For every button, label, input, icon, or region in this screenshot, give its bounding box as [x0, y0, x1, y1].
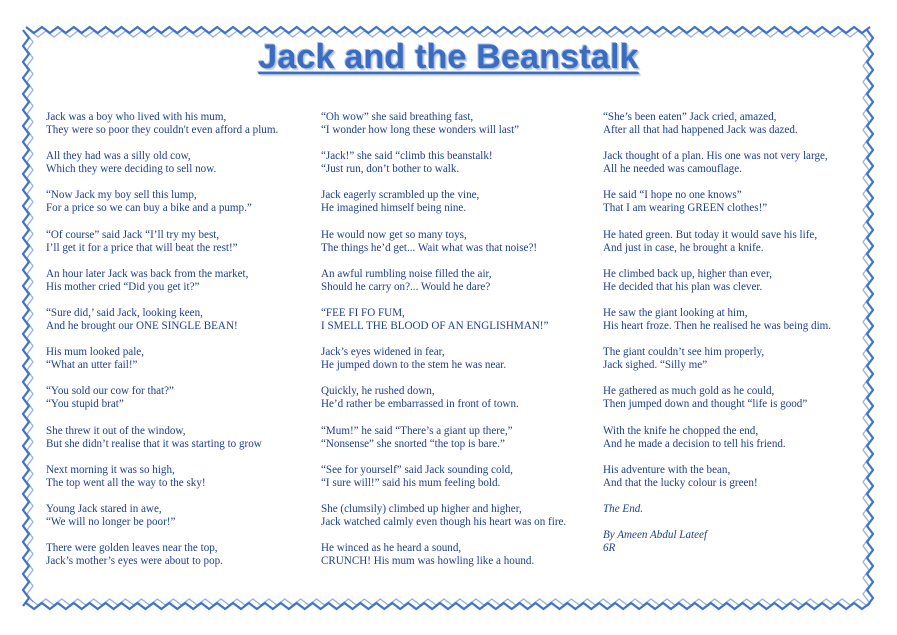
- poem-line: He imagined himself being nine.: [321, 202, 467, 215]
- poem-line: He would now get so many toys,: [321, 228, 467, 241]
- stanza: [321, 385, 566, 411]
- poem-line: He climbed back up, higher than ever,: [603, 267, 772, 280]
- poem-line: An hour later Jack was back from the market,: [46, 267, 249, 280]
- poem-line: “You stupid brat”: [46, 398, 124, 411]
- poem-line: After all that had happened Jack was dazed.: [603, 124, 798, 137]
- poem-line: Jack was a boy who lived with his mum,: [46, 111, 227, 123]
- poem-line: They were so poor they couldn't even afford a plum.: [46, 124, 279, 137]
- stanza: [603, 425, 831, 451]
- stanza: [321, 346, 566, 372]
- stanza: [46, 189, 278, 215]
- poem-line: She threw it out of the window,: [46, 424, 186, 437]
- poem-line: All they had was a silly old cow,: [46, 150, 191, 163]
- the-end: The End.: [603, 502, 644, 515]
- poem-line: CRUNCH! His mum was howling like a hound.: [321, 555, 535, 568]
- stanza: [46, 385, 278, 411]
- poem-line: “See for yourself” said Jack sounding cold,: [321, 463, 513, 476]
- stanza: [46, 268, 278, 294]
- poem-line: That I am wearing GREEN clothes!”: [603, 202, 768, 215]
- stanza: [321, 464, 566, 490]
- poem-line: He decided that his plan was clever.: [603, 280, 763, 293]
- author-class: 6R: [603, 542, 616, 555]
- poem-line: Jack’s eyes widened in fear,: [321, 346, 445, 359]
- stanza: [603, 346, 831, 372]
- stanza: [603, 464, 831, 490]
- poem-line: Then jumped down and thought “life is good”: [603, 398, 808, 411]
- stanza: [46, 307, 278, 333]
- poem-line: And just in case, he brought a knife.: [603, 241, 764, 254]
- poem-line: The top went all the way to the sky!: [46, 476, 206, 489]
- poem-line: “Nonsense” she snorted “the top is bare.”: [321, 437, 505, 450]
- poem-line: He winced as he heard a sound,: [321, 542, 462, 555]
- poem-line: Jack’s mother’s eyes were about to pop.: [46, 555, 223, 568]
- stanza: [603, 150, 831, 176]
- stanza: [321, 503, 566, 529]
- poem-line: He saw the giant looking at him,: [603, 306, 748, 319]
- stanza: [321, 268, 566, 294]
- poem-line: “I wonder how long these wonders will last”: [321, 124, 520, 137]
- byline: [603, 529, 831, 555]
- poem-line: But she didn’t realise that it was starting to grow: [46, 437, 262, 450]
- poem-line: He jumped down to the stem he was near.: [321, 359, 507, 372]
- stanza: [321, 111, 566, 137]
- poem-line: And he brought our ONE SINGLE BEAN!: [46, 320, 238, 333]
- poem-line: Jack thought of a plan. His one was not very large,: [603, 150, 828, 163]
- poem-line: His mother cried “Did you get it?”: [46, 280, 200, 293]
- stanza: [603, 189, 831, 215]
- poem-line: “Of course” said Jack “I’ll try my best,: [46, 228, 220, 241]
- poem-line: “You sold our cow for that?”: [46, 385, 174, 398]
- poem-line: “She’s been eaten” Jack cried, amazed,: [603, 111, 777, 123]
- poem-column-1: [46, 111, 278, 581]
- stanza: [603, 229, 831, 255]
- poem-line: And he made a decision to tell his friend.: [603, 437, 786, 450]
- poem-line: Quickly, he rushed down,: [321, 385, 435, 398]
- poem-line: An awful rumbling noise filled the air,: [321, 267, 492, 280]
- poem-line: She (clumsily) climbed up higher and higher,: [321, 502, 522, 515]
- poem-line: Jack watched calmly even though his heart was on fire.: [321, 515, 567, 528]
- poem-line: He gathered as much gold as he could,: [603, 385, 775, 398]
- stanza: [603, 385, 831, 411]
- stanza: [321, 189, 566, 215]
- poem-column-2: [321, 111, 566, 581]
- poem-line: Jack sighed. “Silly me”: [603, 359, 708, 372]
- poem-line: There were golden leaves near the top,: [46, 542, 218, 555]
- poem-line: All he needed was camouflage.: [603, 163, 742, 176]
- poem-line: I’ll get it for a price that will beat the rest!”: [46, 241, 238, 254]
- poem-line: “Now Jack my boy sell this lump,: [46, 189, 197, 202]
- poem-line: “Oh wow” she said breathing fast,: [321, 111, 474, 123]
- poem-line: With the knife he chopped the end,: [603, 424, 759, 437]
- poem-line: “What an utter fail!”: [46, 359, 138, 372]
- poem-column-3-stanzas: [603, 111, 831, 490]
- poem-line: Should he carry on?... Would he dare?: [321, 280, 491, 293]
- stanza: [46, 111, 278, 137]
- stanza: [46, 425, 278, 451]
- poem-line: For a price so we can buy a bike and a pump.”: [46, 202, 252, 215]
- poem-line: And that the lucky colour is green!: [603, 476, 758, 489]
- poem-line: His heart froze. Then he realised he was being dim.: [603, 320, 832, 333]
- stanza: [46, 229, 278, 255]
- stanza: [603, 111, 831, 137]
- stanza: [321, 425, 566, 451]
- poem-title: Jack and the Beanstalk: [258, 38, 639, 76]
- poem-line: Which they were deciding to sell now.: [46, 163, 217, 176]
- stanza: [46, 503, 278, 529]
- poem-line: “FEE FI FO FUM,: [321, 306, 405, 319]
- stanza: [46, 346, 278, 372]
- poem-line: His mum looked pale,: [46, 346, 144, 359]
- stanza: [603, 268, 831, 294]
- stanza: [46, 542, 278, 568]
- stanza: [321, 229, 566, 255]
- stanza: [46, 464, 278, 490]
- stanza: [321, 307, 566, 333]
- poem-line: “Jack!” she said “climb this beanstalk!: [321, 150, 493, 163]
- poem-line: “I sure will!” said his mum feeling bold.: [321, 476, 501, 489]
- stanza: [46, 150, 278, 176]
- poem-line: Jack eagerly scrambled up the vine,: [321, 189, 480, 202]
- poem-line: Next morning it was so high,: [46, 463, 175, 476]
- poem-column-3: [603, 111, 831, 568]
- poem-line: Young Jack stared in awe,: [46, 502, 162, 515]
- border-zigzag: [26, 603, 870, 609]
- poem-line: He hated green. But today it would save his life,: [603, 228, 818, 241]
- poem-line: “Sure did,’ said Jack, looking keen,: [46, 306, 203, 319]
- poem-line: I SMELL THE BLOOD OF AN ENGLISHMAN!”: [321, 320, 549, 333]
- stanza: [603, 307, 831, 333]
- poem-line: He said “I hope no one knows”: [603, 189, 742, 202]
- poem-line: The things he’d get... Wait what was that noise?!: [321, 241, 538, 254]
- border-zigzag: [26, 27, 870, 33]
- stanza: [321, 150, 566, 176]
- poem-line: “Mum!” he said “There’s a giant up there,”: [321, 424, 513, 437]
- poem-line: He’d rather be embarrassed in front of town.: [321, 398, 519, 411]
- author-name: By Ameen Abdul Lateef: [603, 528, 708, 541]
- poem-line: “Just run, don’t bother to walk.: [321, 163, 460, 176]
- poem-line: “We will no longer be poor!”: [46, 515, 176, 528]
- poem-line: His adventure with the bean,: [603, 463, 731, 476]
- poem-line: The giant couldn’t see him properly,: [603, 346, 765, 359]
- stanza: [321, 542, 566, 568]
